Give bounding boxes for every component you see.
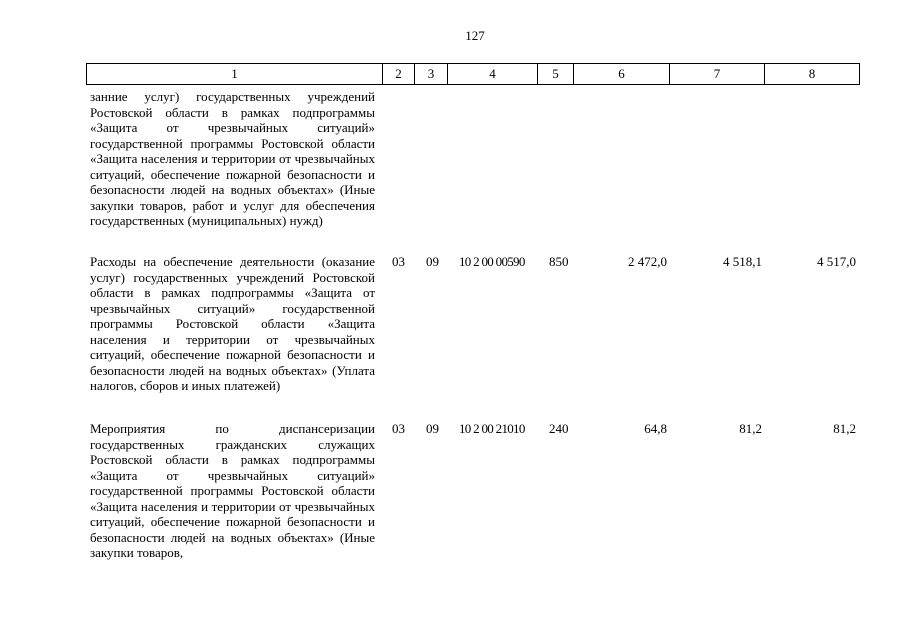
row-cell-amount-6: 64,8 (644, 421, 667, 436)
row-cell-target-article: 10 2 00 00590 (459, 254, 525, 269)
row-description: Мероприятия по диспансеризации государственных гражданских служащих Ростовской области в рамках подпрограммы «Защита от чрезвычайных ситуаций» государственной программы Ростовской области «Защита населения и территории от чрезвычайных ситуаций, обеспечение пожарной безопасности и безопасности людей на водных объектах» (Иные закупки товаров, (90, 421, 375, 560)
header-col-1: 1 (87, 64, 383, 85)
row-cell-subsection: 09 (426, 254, 439, 269)
table-header (86, 63, 860, 85)
header-col-5: 5 (538, 64, 574, 85)
header-col-6: 6 (574, 64, 670, 85)
header-col-8: 8 (765, 64, 860, 85)
header-col-2: 2 (383, 64, 415, 85)
row-cell-amount-6: 2 472,0 (628, 254, 667, 269)
header-col-4: 4 (448, 64, 538, 85)
header-col-7: 7 (670, 64, 765, 85)
header-col-3: 3 (415, 64, 448, 85)
row-cell-subsection: 09 (426, 421, 439, 436)
row-cell-section: 03 (392, 254, 405, 269)
row-description: Расходы на обеспечение деятельности (оказание услуг) государственных учреждений Ростовской области в рамках подпрограммы «Защита от чрезвычайных ситуаций» государственной программы Ростовской области «Защита населения и территории от чрезвычайных ситуаций, обеспечение пожарной безопасности и безопасности людей на водных объектах» (Уплата налогов, сборов и иных платежей) (90, 254, 375, 393)
row-cell-amount-7: 4 518,1 (723, 254, 762, 269)
page-number: 127 (465, 28, 485, 43)
row-cell-amount-8: 4 517,0 (817, 254, 856, 269)
row-cell-expense-type: 240 (549, 421, 569, 436)
row-cell-expense-type: 850 (549, 254, 569, 269)
row-cell-amount-7: 81,2 (739, 421, 762, 436)
row-description: занние услуг) государственных учреждений Ростовской области в рамках подпрограммы «Защита от чрезвычайных ситуаций» государственной программы Ростовской области «Защита населения и территории от чрезвычайных ситуаций, обеспечение пожарной безопасности и безопасности людей на водных объектах» (Иные закупки товаров, работ и услуг для обеспечения государственных (муниципальных) нужд) (90, 89, 375, 228)
row-cell-target-article: 10 2 00 21010 (459, 421, 525, 436)
row-cell-section: 03 (392, 421, 405, 436)
row-cell-amount-8: 81,2 (833, 421, 856, 436)
